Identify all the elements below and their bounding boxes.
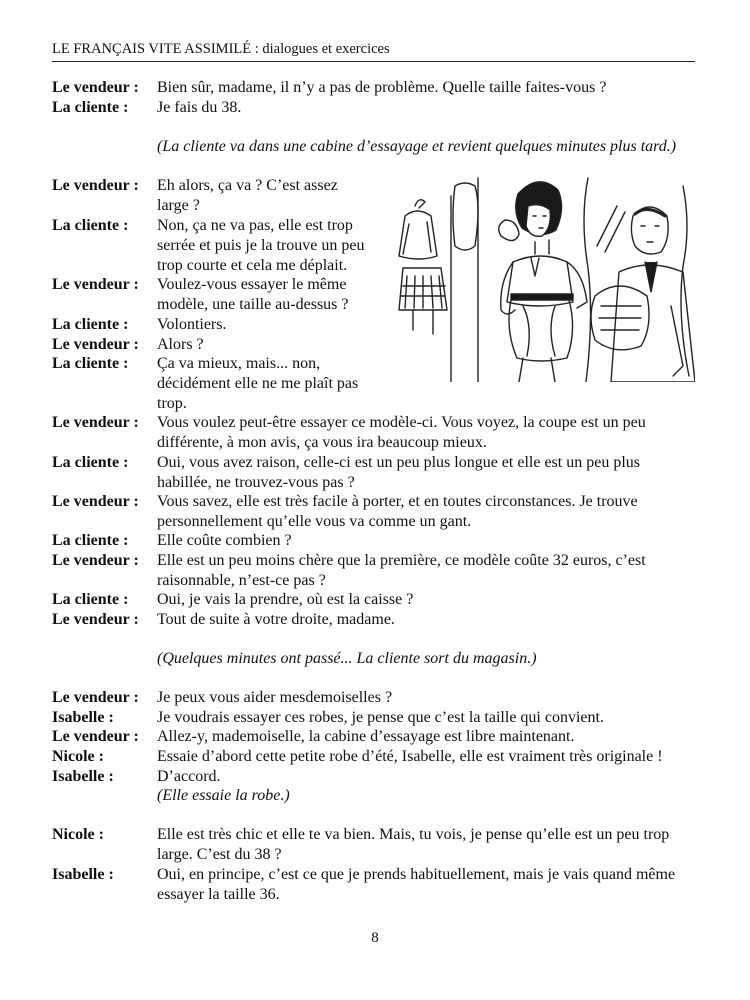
- speaker-label: Le vendeur :: [52, 336, 139, 353]
- speaker-label: Nicole :: [52, 826, 104, 843]
- woman-client-drawing: [499, 182, 587, 382]
- dialogue-text: Oui, en principe, c’est ce que je prends habituellement, mais je vais quand même essayer la taille 36.: [157, 866, 676, 903]
- dialogue-text: Volontiers.: [157, 316, 227, 333]
- dialogue-text: Oui, vous avez raison, celle-ci est un peu plus longue et elle est un peu plus habillée, ne trouvez-vous pas ?: [157, 454, 640, 491]
- dialogue-text: Elle est un peu moins chère que la première, ce modèle coûte 32 euros, c’est raisonnable, n’est-ce pas ?: [157, 552, 646, 589]
- dialogue-text: Bien sûr, madame, il n’y a pas de problème. Quelle taille faites-vous ?: [157, 79, 607, 96]
- salesman-drawing: [591, 206, 695, 382]
- speaker-label: La cliente :: [52, 217, 129, 234]
- speaker-label: Le vendeur :: [52, 552, 139, 569]
- speaker-label: La cliente :: [52, 454, 129, 471]
- dialogue-text: Je voudrais essayer ces robes, je pense que c’est la taille qui convient.: [157, 709, 604, 726]
- page-number: 8: [371, 930, 379, 946]
- speaker-label: Le vendeur :: [52, 611, 139, 628]
- shop-illustration: [383, 176, 695, 382]
- speaker-label: Le vendeur :: [52, 177, 139, 194]
- speaker-label: Isabelle :: [52, 709, 114, 726]
- dialogue-text: Elle est très chic et elle te va bien. Mais, tu vois, je pense qu’elle est un peu trop large. C’est du 38 ?: [157, 826, 670, 863]
- dialogue-text: Essaie d’abord cette petite robe d’été, Isabelle, elle est vraiment très originale !: [157, 748, 663, 765]
- dialogue-text: D’accord.: [157, 768, 221, 785]
- speaker-label: La cliente :: [52, 99, 129, 116]
- dialogue-text: Alors ?: [157, 336, 204, 353]
- dialogue-text: Vous voulez peut-être essayer ce modèle-ci. Vous voyez, la coupe est un peu différente, à mon avis, ça vous ira beaucoup mieux.: [157, 414, 646, 451]
- dialogue-text: Oui, je vais la prendre, où est la caisse ?: [157, 591, 414, 608]
- speaker-label: Le vendeur :: [52, 414, 139, 431]
- speaker-label: Le vendeur :: [52, 493, 139, 510]
- running-header: [52, 40, 695, 62]
- dialogue-text: Elle coûte combien ?: [157, 532, 292, 549]
- speaker-label: La cliente :: [52, 316, 129, 333]
- speaker-label: Le vendeur :: [52, 79, 139, 96]
- speaker-label: Nicole :: [52, 748, 104, 765]
- curtain-drawing: [584, 178, 591, 382]
- speaker-label: Isabelle :: [52, 768, 114, 785]
- speaker-label: Isabelle :: [52, 866, 114, 883]
- dialogue-text: Eh alors, ça va ? C’est assez large ?: [157, 177, 338, 214]
- speaker-label: La cliente :: [52, 355, 129, 372]
- stage-direction: (Elle essaie la robe.): [157, 787, 290, 804]
- header-title-rest: : dialogues et exercices: [251, 41, 390, 57]
- stage-direction: (La cliente va dans une cabine d’essayage et revient quelques minutes plus tard.): [157, 138, 677, 155]
- dialogue-text: Allez-y, mademoiselle, la cabine d’essayage est libre maintenant.: [157, 728, 575, 745]
- speaker-label: Le vendeur :: [52, 276, 139, 293]
- speaker-label: Le vendeur :: [52, 689, 139, 706]
- stage-direction: (Quelques minutes ont passé... La cliente sort du magasin.): [157, 650, 537, 667]
- dialogue-text: Je fais du 38.: [157, 99, 242, 116]
- dialogue-text: Voulez-vous essayer le même modèle, une taille au-dessus ?: [157, 276, 349, 313]
- speaker-label: Le vendeur :: [52, 728, 139, 745]
- hanging-clothes-drawing: [399, 200, 447, 334]
- header-title-caps: LE FRANÇAIS VITE ASSIMILÉ: [52, 41, 252, 57]
- dialogue-text: Je peux vous aider mesdemoiselles ?: [157, 689, 393, 706]
- speaker-label: La cliente :: [52, 532, 129, 549]
- dialogue-text: Tout de suite à votre droite, madame.: [157, 611, 395, 628]
- speaker-label: La cliente :: [52, 591, 129, 608]
- dialogue-text: Non, ça ne va pas, elle est trop serrée et puis je la trouve un peu trop courte et cela me déplait.: [157, 217, 365, 274]
- dialogue-text: Ça va mieux, mais... non, décidément elle ne me plaît pas trop.: [157, 355, 359, 412]
- dialogue-text: Vous savez, elle est très facile à porter, et en toutes circonstances. Je trouve personnellement qu’elle vous va comme un gant.: [157, 493, 638, 530]
